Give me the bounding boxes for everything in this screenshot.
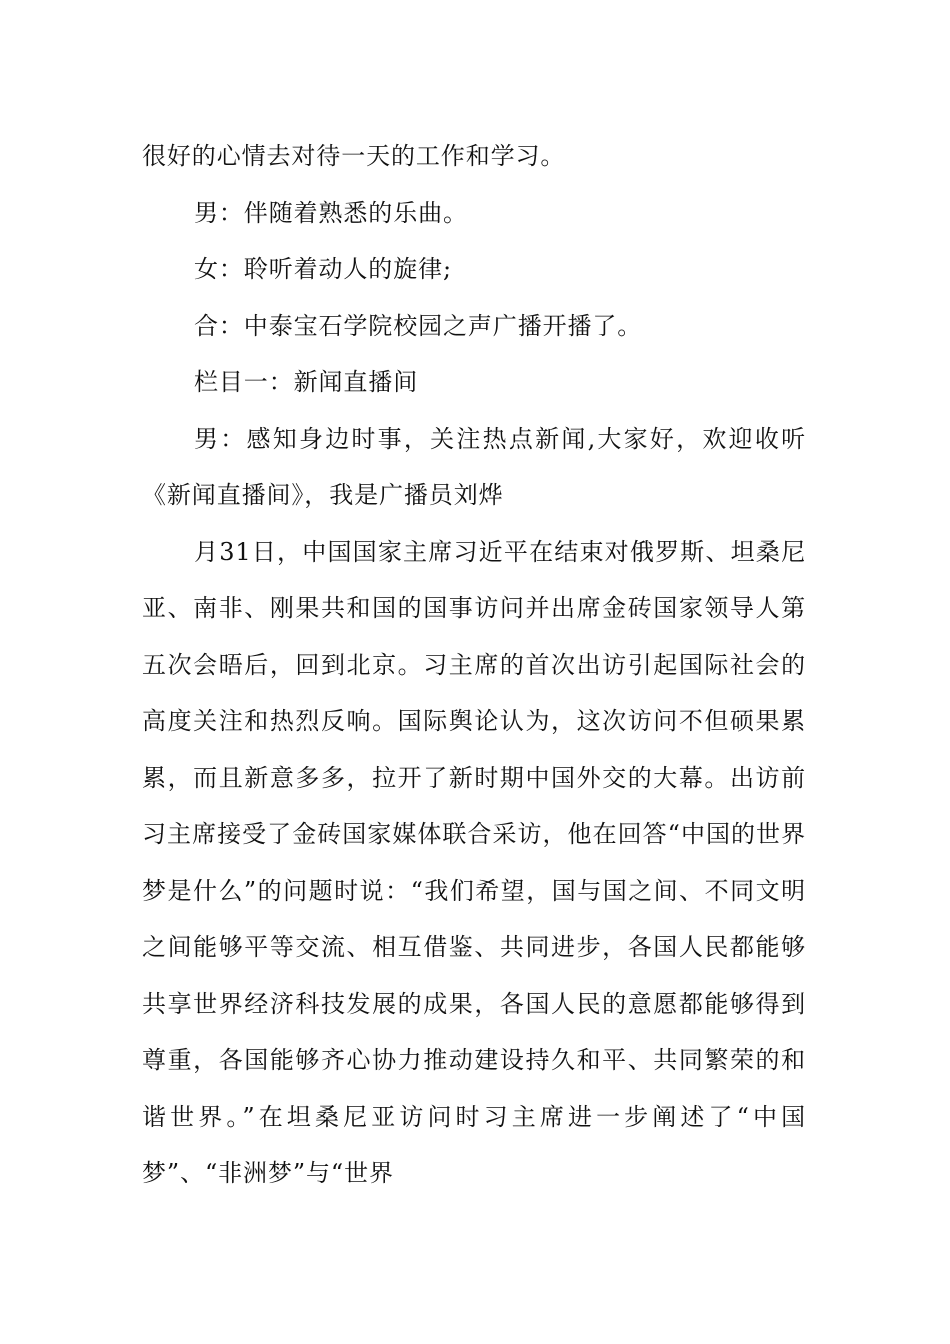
document-body — [142, 128, 806, 1202]
paragraph-intro: 男：感知身边时事，关注热点新闻,大家好，欢迎收听《新闻直播间》，我是广播员刘烨 — [142, 424, 806, 509]
section-heading: 栏目一：新闻直播间 — [194, 368, 419, 396]
paragraph-male-line: 男：伴随着熟悉的乐曲。 — [194, 198, 468, 227]
paragraph-continuation: 很好的心情去对待一天的工作和学习。 — [142, 142, 566, 170]
paragraph-news-body: 月31日，中国国家主席习近平在结束对俄罗斯、坦桑尼亚、南非、刚果共和国的国事访问并出席金砖国家领导人第五次会晤后，回到北京。习主席的首次出访引起国际社会的高度关注和热烈反响。国际舆论认为，这次访问不但硕果累累，而且新意多多，拉开了新时期中国外交的大幕。出访前习主席接受了金砖国家媒体联合采访，他在回答“中国的世界梦是什么”的问题时说：“我们希望，国与国之间、不同文明之间能够平等交流、相互借鉴、共同进步，各国人民都能够共享世界经济科技发展的成果，各国人民的意愿都能够得到尊重，各国能够齐心协力推动建设持久和平、共同繁荣的和谐世界。”在坦桑尼亚访问时习主席进一步阐述了“中国梦”、“非洲梦”与“世界 — [142, 537, 806, 1187]
paragraph-together-line: 合：中泰宝石学院校园之声广播开播了。 — [194, 311, 643, 340]
paragraph-female-line: 女：聆听着动人的旋律; — [194, 255, 452, 283]
